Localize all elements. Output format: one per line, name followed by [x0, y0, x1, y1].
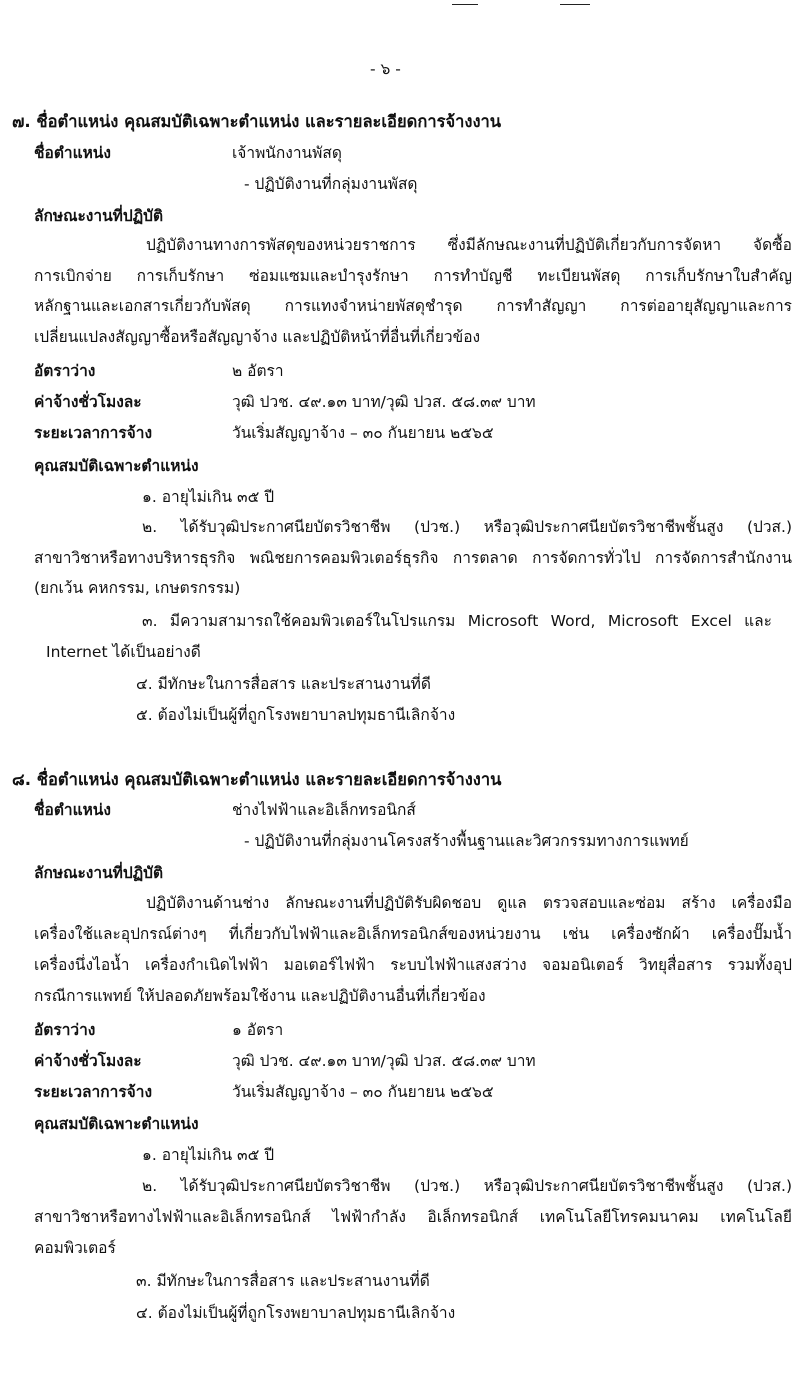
duty-line: ปฏิบัติงานด้านช่าง ลักษณะงานที่ปฏิบัติรับผิดชอบ ดูแล ตรวจสอบและซ่อม สร้าง เครื่องมือ [146, 894, 792, 912]
qualification-item: สาขาวิชาหรือทางไฟฟ้าและอิเล็กทรอนิกส์ ไฟฟ้ากำลัง อิเล็กทรอนิกส์ เทคโนโลยีโทรคมนาคม เทคโนโลยี [34, 1208, 792, 1226]
vacancy-label: อัตราว่าง [34, 362, 96, 380]
qualification-label: คุณสมบัติเฉพาะตำแหน่ง [34, 457, 199, 475]
period-value: วันเริ่มสัญญาจ้าง – ๓๐ กันยายน ๒๕๖๕ [232, 424, 494, 442]
top-edge-mark [452, 4, 478, 5]
position-label: ชื่อตำแหน่ง [34, 144, 111, 162]
section-heading: ๗. ชื่อตำแหน่ง คุณสมบัติเฉพาะตำแหน่ง และรายละเอียดการจ้างงาน [12, 112, 502, 131]
position-value: เจ้าพนักงานพัสดุ [232, 144, 342, 162]
duty-line: การเบิกจ่าย การเก็บรักษา ซ่อมแซมและบำรุงรักษา การทำบัญชี ทะเบียนพัสดุ การเก็บรักษาใบสำคัญ [34, 267, 792, 285]
qualification-item: คอมพิวเตอร์ [34, 1239, 116, 1257]
wage-value: วุฒิ ปวช. ๔๙.๑๓ บาท/วุฒิ ปวส. ๕๘.๓๙ บาท [232, 1052, 536, 1070]
position-value: ช่างไฟฟ้าและอิเล็กทรอนิกส์ [232, 801, 416, 819]
period-value: วันเริ่มสัญญาจ้าง – ๓๐ กันยายน ๒๕๖๕ [232, 1083, 494, 1101]
position-label: ชื่อตำแหน่ง [34, 801, 111, 819]
wage-label: ค่าจ้างชั่วโมงละ [34, 1052, 142, 1070]
period-label: ระยะเวลาการจ้าง [34, 424, 153, 442]
qualification-item: สาขาวิชาหรือทางบริหารธุรกิจ พณิชยการคอมพิวเตอร์ธุรกิจ การตลาด การจัดการทั่วไป การจัดการสำนักงาน [34, 549, 792, 567]
duty-line: เครื่องนึ่งไอน้ำ เครื่องกำเนิดไฟฟ้า มอเตอร์ไฟฟ้า ระบบไฟฟ้าแสงสว่าง จอมอนิเตอร์ วิทยุสื่อสาร รวมทั้งอุป [34, 956, 792, 974]
qualification-item: ๒. ได้รับวุฒิประกาศนียบัตรวิชาชีพ (ปวช.) หรือวุฒิประกาศนียบัตรวิชาชีพชั้นสูง (ปวส.) [142, 1177, 792, 1195]
period-label: ระยะเวลาการจ้าง [34, 1083, 153, 1101]
qualification-item: (ยกเว้น คหกรรม, เกษตรกรรม) [34, 579, 241, 597]
qualification-label: คุณสมบัติเฉพาะตำแหน่ง [34, 1115, 199, 1133]
qualification-item: Internet ได้เป็นอย่างดี [46, 643, 201, 661]
qualification-item: ๑. อายุไม่เกิน ๓๕ ปี [142, 488, 275, 506]
duty-line: กรณีการแพทย์ ให้ปลอดภัยพร้อมใช้งาน และปฏิบัติงานอื่นที่เกี่ยวข้อง [34, 987, 486, 1005]
duty-label: ลักษณะงานที่ปฏิบัติ [34, 864, 164, 882]
qualification-item: ๑. อายุไม่เกิน ๓๕ ปี [142, 1146, 275, 1164]
duty-line: ปฏิบัติงานทางการพัสดุของหน่วยราชการ ซึ่งมีลักษณะงานที่ปฏิบัติเกี่ยวกับการจัดหา จัดซื้อ [146, 236, 792, 254]
page-number: - ๖ - [370, 60, 401, 78]
vacancy-value: ๑ อัตรา [232, 1021, 284, 1039]
duty-line: เปลี่ยนแปลงสัญญาซื้อหรือสัญญาจ้าง และปฏิบัติหน้าที่อื่นที่เกี่ยวข้อง [34, 328, 481, 346]
qualification-item: ๓. มีความสามารถใช้คอมพิวเตอร์ในโปรแกรม Microsoft Word, Microsoft Excel และ [142, 612, 772, 630]
qualification-item: ๔. มีทักษะในการสื่อสาร และประสานงานที่ดี [136, 675, 431, 693]
qualification-item: ๕. ต้องไม่เป็นผู้ที่ถูกโรงพยาบาลปทุมธานีเลิกจ้าง [136, 706, 456, 724]
position-sub: - ปฏิบัติงานที่กลุ่มงานโครงสร้างพื้นฐานและวิศวกรรมทางการแพทย์ [244, 832, 689, 850]
duty-line: เครื่องใช้และอุปกรณ์ต่างๆ ที่เกี่ยวกับไฟฟ้าและอิเล็กทรอนิกส์ของหน่วยงาน เช่น เครื่องซักผ้า เครื่องปั๊มน้ำ [34, 925, 792, 943]
qualification-item: ๔. ต้องไม่เป็นผู้ที่ถูกโรงพยาบาลปทุมธานีเลิกจ้าง [136, 1304, 456, 1322]
qualification-item: ๓. มีทักษะในการสื่อสาร และประสานงานที่ดี [136, 1272, 430, 1290]
vacancy-value: ๒ อัตรา [232, 362, 284, 380]
top-edge-mark [560, 4, 590, 5]
duty-label: ลักษณะงานที่ปฏิบัติ [34, 207, 164, 225]
position-sub: - ปฏิบัติงานที่กลุ่มงานพัสดุ [244, 175, 418, 193]
duty-line: หลักฐานและเอกสารเกี่ยวกับพัสดุ การแทงจำหน่ายพัสดุชำรุด การทำสัญญา การต่ออายุสัญญาและการ [34, 297, 792, 315]
wage-label: ค่าจ้างชั่วโมงละ [34, 393, 142, 411]
vacancy-label: อัตราว่าง [34, 1021, 96, 1039]
qualification-item: ๒. ได้รับวุฒิประกาศนียบัตรวิชาชีพ (ปวช.) หรือวุฒิประกาศนียบัตรวิชาชีพชั้นสูง (ปวส.) [142, 518, 792, 536]
section-heading: ๘. ชื่อตำแหน่ง คุณสมบัติเฉพาะตำแหน่ง และรายละเอียดการจ้างงาน [12, 770, 502, 789]
wage-value: วุฒิ ปวช. ๔๙.๑๓ บาท/วุฒิ ปวส. ๕๘.๓๙ บาท [232, 393, 536, 411]
